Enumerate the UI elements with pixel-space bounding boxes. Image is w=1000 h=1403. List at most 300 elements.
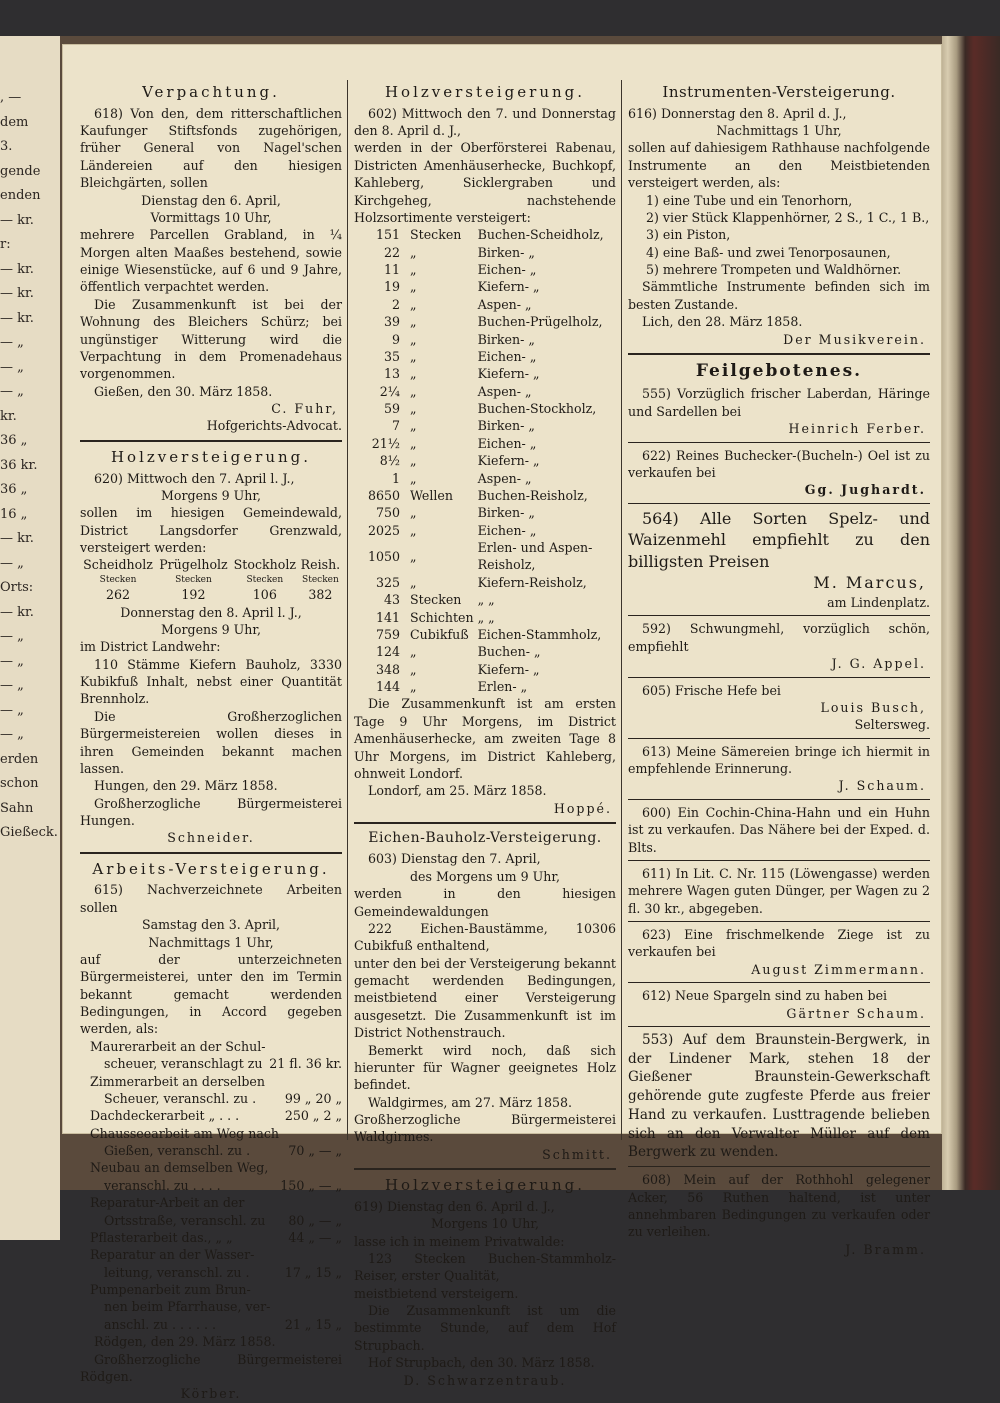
ad-text: werden in der Oberförsterei Rabenau, Districten Amenhäuserhecke, Buchkopf, Kahleberg, Sicklergraben und Kirchgeheg, nachstehende Holzsortimente versteigert: [354,140,616,225]
work-item-label: scheuer, veranschlagt zu [104,1056,263,1072]
left-edge-fragment: , — [0,90,22,105]
wood-table [80,556,342,603]
divider [628,615,930,616]
table-row [354,452,616,469]
ad-text: 592) Schwungmehl, vorzüglich schön, empfiehlt [628,621,930,654]
ad-date: Samstag den 3. April, [141,917,281,933]
table-cell: „ „ [477,609,495,625]
ad-text: 613) Meine Sämereien bringe ich hiermit in empfehlende Erinnerung. [628,743,930,777]
divider [628,860,930,861]
table-cell: Eichen- „ [477,262,537,278]
ad-text: im District Landwehr: [80,639,221,655]
ad-text: 602) Mittwoch den 7. und Donnerstag den 8. April d. J., [354,105,616,139]
heading-eichen-bauholz: Eichen-Bauholz-Versteigerung. [368,830,602,847]
work-item-value: 44 „ — „ [288,1229,342,1245]
table-cell: Eichen- „ [477,522,537,538]
left-edge-fragment: Sahn [0,800,34,816]
table-cell: „ „ [477,592,495,608]
table-row [354,365,616,382]
table-cell: 2025 [367,522,400,538]
table-row [354,400,616,417]
table-row [354,574,616,591]
table-cell: „ [410,661,417,677]
table-row [354,435,616,452]
table-cell: Kiefern- „ [477,661,540,677]
ad-text: 553) Auf dem Braunstein-Bergwerk, in der Lindener Mark, stehen 18 der Gießener Braunstein-Gewerkschaft gehörende gute zugfeste Pferde aus freier Hand zu verkaufen. Lusttragende belieben sich an den Verwalter Müller auf dem Bergwerk zu wenden. [628,1031,930,1161]
table-row [354,661,616,678]
work-item-label: Dachdeckerarbeit „ . . . [90,1108,240,1124]
table-cell: „ [410,348,417,364]
table-cell: „ [410,435,417,451]
left-edge-fragment: kr. [0,408,17,424]
ad-signature: J. Bramm. [845,1241,926,1257]
table-row [354,244,616,261]
ad-text: mehrere Parcellen Grabland, in ¼ Morgen alten Maaßes bestehend, sowie einige Wiesenstücke, auf 6 und 9 Jahre, öffentlich verpachtet werden. [80,227,342,295]
ad-signature: Gg. Jughardt. [804,482,926,498]
ad-text: 615) Nachverzeichnete Arbeiten sollen [80,882,342,915]
table-cell: Aspen- „ [477,470,532,486]
table-cell: „ [410,314,417,330]
work-item-value: 80 „ — „ [288,1212,342,1228]
left-edge-fragment: gende [0,163,41,179]
ad-place: Rödgen, den 29. März 1858. [94,1334,276,1350]
instrument-list [628,192,930,279]
table-row [354,609,616,626]
ad-text: Die Zusammenkunft ist am ersten Tage 9 Uhr Morgens, im District Amenhäuserhecke, am zweiten Tage 8 Uhr Morgens, im District Kahleberg, ohnweit Londorf. [354,696,616,781]
divider [628,982,930,983]
ad-text: Die Großherzoglichen Bürgermeistereien wollen dieses in ihren Gemeinden bekannt machen lassen. [80,708,342,776]
work-item [80,1281,342,1333]
divider [628,799,930,800]
ad-text: 603) Dienstag den 7. April, [368,851,541,867]
wood-sortiment-table [354,226,616,695]
work-item-label: Pumpenarbeit zum Brun- [90,1282,251,1298]
table-cell: „ [410,418,417,434]
ad-text: meistbietend versteigern. [354,1285,519,1301]
table-cell: 1 [391,470,400,486]
left-edge-fragment: — „ [0,727,24,742]
table-cell: 151 [375,227,400,243]
column-1 [80,78,342,1403]
table-header: Prügelholz [159,557,228,573]
table-row [354,522,616,539]
ad-text: 623) Eine frischmelkende Ziege ist zu verkaufen bei [628,927,930,960]
column-rule [347,80,348,1140]
left-edge-fragment: — „ [0,384,24,399]
ad-text: Bemerkt wird noch, daß sich hierunter für Wagner geeignetes Holz befindet. [354,1042,616,1093]
table-cell: 22 [383,244,400,260]
work-item [80,1246,342,1281]
ad-text: 618) Von den, dem ritterschaftlichen Kaufunger Stiftsfonds zugehörigen, früher General von Nagel'schen Ländereien auf den hiesigen Bleichgärten, sollen [80,105,342,191]
left-edge-fragment: Orts: [0,580,34,595]
left-edge-fragment: — „ [0,653,24,669]
ad-time: Nachmittags 1 Uhr, [716,123,842,139]
ad-text: werden in den hiesigen Gemeindewaldungen [354,886,616,919]
ad-signature: Hoppé. [553,800,612,816]
ad-text: 616) Donnerstag den 8. April d. J., [628,105,847,121]
work-item [80,1159,342,1194]
ad-signature: Großherzogliche Bürgermeisterei Hungen. [80,795,342,829]
table-cell: Aspen- „ [477,296,532,312]
table-row [354,348,616,365]
column-2 [354,78,616,1389]
work-item-label: Maurerarbeit an der Schul- [90,1038,266,1054]
work-item [80,1107,342,1124]
work-item-value: 150 „ — „ [280,1177,342,1193]
ad-text: 620) Mittwoch den 7. April l. J., [94,470,295,486]
table-cell: Stecken [410,227,462,243]
table-row [354,591,616,608]
ad-time: Vormittags 10 Uhr, [150,209,272,225]
left-edge-fragment: schon [0,776,39,791]
table-cell: Stecken [410,592,462,608]
ad-signature: Großherzogliche Bürgermeisterei Rödgen. [80,1351,342,1384]
ad-signature: Der Musikverein. [783,331,926,347]
heading-holzversteigerung: Holzversteigerung. [384,1176,586,1195]
table-cell: Buchen-Scheidholz, [477,227,604,243]
table-cell: Birken- „ [477,331,535,347]
table-cell: „ [410,262,417,278]
ad-text: 608) Mein auf der Rothhohl gelegener Acker, 56 Ruthen haltend, ist unter annehmbaren Bedingungen zu verkaufen oder zu verleihen. [628,1172,930,1240]
ad-signature: J. G. Appel. [831,656,926,672]
table-row [354,313,616,330]
heading-verpachtung: Verpachtung. [142,83,280,101]
table-cell: Kiefern- „ [477,366,540,382]
table-row [354,417,616,434]
table-cell: 2¼ [379,383,400,399]
left-edge-fragment: 3. [0,139,13,154]
table-cell: 325 [375,574,400,590]
ad-place: Gießen, den 30. März 1858. [94,383,273,399]
table-cell: Schichten [410,609,474,625]
heading-holzversteigerung: Holzversteigerung. [384,83,586,101]
divider [628,1026,930,1027]
ad-time: Morgens 9 Uhr, [161,487,261,503]
table-row [354,226,616,243]
column-3 [628,78,930,1258]
ad-signature: Großherzogliche Bürgermeisterei Waldgirmes. [354,1112,616,1145]
left-page-edge [0,36,60,1240]
left-edge-fragment: — „ [0,335,24,350]
left-edge-fragment: r: [0,237,11,252]
table-cell: Cubikfuß [410,626,469,642]
work-item-label: Reparatur-Arbeit an der [90,1195,245,1211]
left-edge-fragment: — „ [0,359,24,375]
left-edge-fragment: — kr. [0,604,34,620]
ad-location: Seltersweg. [854,717,930,733]
table-row [354,504,616,521]
table-row [354,626,616,643]
table-cell: 262 [106,587,131,603]
left-edge-fragment: erden [0,751,39,767]
table-cell: 35 [383,348,400,364]
ad-text: Die Zusammenkunft ist bei der Wohnung des Bleichers Schürz; bei ungünstiger Witterung wird die Verpachtung in dem Promenadehaus vorgenommen. [80,296,342,382]
table-row [354,678,616,695]
work-item-label: veranschl. zu . . . . [104,1177,221,1193]
left-edge-fragment: 36 „ [0,433,28,448]
table-cell: „ [410,470,417,486]
divider [628,1166,930,1167]
table-row [354,261,616,278]
ad-signature: Schmitt. [542,1146,612,1162]
table-row [354,643,616,660]
table-row [354,278,616,295]
table-cell: 750 [375,505,400,521]
ad-place: Waldgirmes, am 27. März 1858. [368,1094,573,1110]
table-cell: Eichen-Stammholz, [477,626,602,642]
work-item [80,1038,342,1073]
ad-text: 123 Stecken Buchen-Stammholz-Reiser, erster Qualität, [354,1250,616,1284]
left-edge-fragment: — kr. [0,310,34,326]
ad-place: Hof Strupbach, den 30. März 1858. [368,1355,595,1371]
table-row [354,331,616,348]
divider [628,503,930,504]
table-row [354,383,616,400]
ad-text: unter den bei der Versteigerung bekannt gemacht werdenden Bedingungen, meistbietend einer Versteigerung ausgesetzt. Die Zusammenkunft ist im District Nothenstrauch. [354,955,616,1041]
table-cell: 1050 [367,548,400,564]
newspaper-page [62,44,942,1402]
ad-signature: J. Schaum. [838,778,926,794]
section-divider [354,822,616,824]
work-item-value: 250 „ 2 „ [284,1108,342,1124]
left-edge-fragment: — „ [0,678,24,693]
table-cell: „ [410,244,417,260]
ad-date: Dienstag den 6. April, [141,192,281,208]
ad-signature: Gärtner Schaum. [786,1005,926,1021]
left-edge-fragment: — „ [0,555,24,571]
ad-text: Die Zusammenkunft ist um die bestimmte Stunde, auf dem Hof Strupbach. [354,1303,616,1353]
table-cell: Buchen-Stockholz, [477,401,597,417]
table-cell: 759 [375,626,400,642]
table-cell: „ [410,574,417,590]
table-cell: „ [410,366,417,382]
column-rule [621,80,622,1140]
table-cell: Birken- „ [477,418,535,434]
table-cell: 141 [375,609,400,625]
table-cell: „ [410,331,417,347]
ad-text: auf der unterzeichneten Bürgermeisterei, unter den im Termin bekannt gemacht werdenden Bedingungen, in Accord gegeben werden, als: [80,951,342,1037]
ad-signature: C. Fuhr, [271,401,338,417]
ad-text: 110 Stämme Kiefern Bauholz, 3330 Kubikfuß Inhalt, nebst einer Quantität Brennholz. [80,656,342,707]
left-edge-fragment: — „ [0,629,24,644]
ad-time: Nachmittags 1 Uhr, [148,934,274,950]
left-edge-fragment: enden [0,188,41,203]
work-item-value: 21 fl. 36 kr. [269,1056,342,1072]
ad-place: Londorf, am 25. März 1858. [368,783,547,799]
section-divider [628,353,930,355]
table-cell: 43 [383,592,400,608]
table-row [354,470,616,487]
ad-text: sollen im hiesigen Gemeindewald, District Langsdorfer Grenzwald, versteigert werden: [80,505,342,555]
table-cell: 144 [375,679,400,695]
left-edge-fragment: 16 „ [0,506,28,522]
table-cell: „ [410,505,417,521]
table-row [354,539,616,574]
heading-instrumenten: Instrumenten-Versteigerung. [662,83,896,101]
work-item-value: 99 „ 20 „ [284,1090,342,1106]
table-cell: Erlen- und Aspen-Reisholz, [477,540,593,573]
ad-text: 611) In Lit. C. Nr. 115 (Löwengasse) werden mehrere Wagen guten Dünger, per Wagen zu 2 fl. 30 kr., abgegeben. [628,865,930,916]
left-edge-fragment: — kr. [0,531,34,546]
ad-text: 605) Frische Hefe bei [642,682,781,698]
work-item-label: Reparatur an der Wasser- [90,1247,255,1263]
work-item-label: Pflasterarbeit das., „ „ [90,1229,233,1245]
divider [628,677,930,678]
work-item [80,1125,342,1160]
left-edge-fragment: 36 kr. [0,457,38,473]
ad-signature: Körber. [180,1386,242,1402]
table-cell: Kiefern- „ [477,453,540,469]
table-cell: 192 [181,587,206,603]
divider [628,921,930,922]
ad-place: Lich, den 28. März 1858. [642,314,803,330]
work-item-label: Ortsstraße, veranschl. zu [104,1212,266,1228]
table-header: Reish. [300,557,341,573]
work-item-label: anschl. zu . . . . . . [104,1316,217,1332]
left-edge-fragment: dem [0,114,29,130]
table-cell: „ [410,644,417,660]
table-header: Scheidholz [83,557,153,573]
ad-signature: M. Marcus, [813,573,926,593]
ad-place: Hungen, den 29. März 1858. [94,778,278,794]
ad-text: 612) Neue Spargeln sind zu haben bei [642,988,888,1004]
table-cell: „ [410,679,417,695]
table-cell: Eichen- „ [477,435,537,451]
section-divider [354,1168,616,1170]
table-cell: Eichen- „ [477,348,537,364]
table-unit: Stecken [175,574,212,585]
table-cell: 7 [391,418,400,434]
work-item-label: leitung, veranschl. zu . [104,1264,250,1280]
ad-text: sollen auf dahiesigem Rathhause nachfolgende Instrumente an den Meistbietenden versteigert werden, als: [628,140,930,191]
work-item-label: Scheuer, veranschl. zu . [104,1090,257,1106]
work-item [80,1229,342,1246]
table-cell: 124 [375,644,400,660]
left-edge-fragment: 36 „ [0,482,28,497]
section-divider [80,440,342,442]
left-edge-fragment: — kr. [0,261,34,277]
table-header: Stockholz [233,557,296,573]
table-cell: 21½ [371,435,400,451]
book-binding [942,36,1000,1190]
table-cell: Birken- „ [477,244,535,260]
ad-text: 622) Reines Buchecker-(Bucheln-) Oel ist zu verkaufen bei [628,447,930,480]
table-unit: Stecken [246,574,284,585]
ad-signature: D. Schwarzentraub. [403,1372,567,1388]
table-cell: „ [410,279,417,295]
ad-signature: August Zimmermann. [751,961,926,977]
table-cell: „ [410,383,417,399]
work-item [80,1194,342,1229]
instrument-item: 4) eine Baß- und zwei Tenorposaunen, [646,244,891,260]
table-cell: „ [410,401,417,417]
table-cell: 9 [391,331,400,347]
ad-signature: Heinrich Ferber. [788,421,926,437]
ad-date: Donnerstag den 8. April l. J., [120,604,302,620]
instrument-item: 1) eine Tube und ein Tenorhorn, [646,192,853,208]
section-divider [80,852,342,854]
table-unit: Stecken [302,574,339,585]
table-cell: 382 [308,587,333,603]
ad-text: 555) Vorzüglich frischer Laberdan, Häringe und Sardellen bei [628,386,930,419]
heading-feilgebotenes: Feilgebotenes. [695,360,863,381]
left-edge-fragment: — „ [0,702,24,718]
table-cell: 348 [375,661,400,677]
table-cell: Buchen-Prügelholz, [477,314,603,330]
table-cell: „ [410,548,417,564]
work-item-label: Gießen, veranschl. zu . [104,1143,251,1159]
table-row [354,487,616,504]
ad-time: des Morgens um 9 Uhr, [409,868,560,884]
table-cell: Buchen- „ [477,644,541,660]
work-item-value: 70 „ — „ [288,1143,342,1159]
heading-holzversteigerung: Holzversteigerung. [110,447,312,466]
table-unit: Stecken [99,574,137,585]
divider [628,442,930,443]
left-edge-fragment: Gießeck. [0,825,58,840]
table-cell: Wellen [410,487,453,503]
table-cell: 59 [383,401,400,417]
table-cell: Kiefern-Reisholz, [477,574,587,590]
work-item-label: nen beim Pfarrhause, ver- [104,1299,271,1315]
table-cell: Buchen-Reisholz, [477,487,588,503]
ad-text: Sämmtliche Instrumente befinden sich im besten Zustande. [628,279,930,312]
work-item-value: 21 „ 15 „ [284,1316,342,1332]
table-cell: Kiefern- „ [477,279,540,295]
left-edge-fragment: — kr. [0,286,34,301]
ad-text: 600) Ein Cochin-China-Hahn und ein Huhn ist zu verkaufen. Das Nähere bei der Exped. d. Blts. [628,804,930,855]
divider [628,738,930,739]
work-item-label: Neubau an demselben Weg, [90,1160,269,1176]
table-cell: „ [410,522,417,538]
table-cell: Aspen- „ [477,383,532,399]
ad-signature: Schneider. [167,830,255,846]
table-cell: 8½ [379,453,400,469]
ad-text: 222 Eichen-Baustämme, 10306 Cubikfuß enthaltend, [354,920,616,954]
ad-signature: Louis Busch, [820,699,926,715]
table-cell: 19 [383,279,400,295]
table-cell: Birken- „ [477,505,535,521]
table-cell: 11 [383,262,400,278]
table-row [354,296,616,313]
left-edge-fragment: — kr. [0,212,34,228]
ad-time: Morgens 9 Uhr, [161,621,261,637]
table-cell: 2 [391,296,400,312]
ad-location: am Lindenplatz. [827,595,930,611]
work-item-label: Chausseearbeit am Weg nach [90,1125,280,1141]
ad-time: Morgens 10 Uhr, [431,1216,539,1232]
table-cell: Erlen- „ [477,679,528,695]
instrument-item: 5) mehrere Trompeten und Waldhörner. [646,262,902,278]
ad-text: 564) Alle Sorten Spelz- und Waizenmehl empfiehlt zu den billigsten Preisen [628,508,930,571]
instrument-item: 3) ein Piston, [646,227,731,243]
table-cell: 13 [383,366,400,382]
table-cell: 106 [252,587,277,603]
heading-arbeits-versteigerung: Arbeits-Versteigerung. [92,859,330,878]
work-items-list [80,1038,342,1333]
ad-text: 619) Dienstag den 6. April d. J., [354,1198,555,1214]
instrument-item: 2) vier Stück Klappenhörner, 2 S., 1 C., 1 B., [646,209,930,225]
work-item [80,1073,342,1108]
table-cell: 8650 [367,487,400,503]
table-cell: „ [410,296,417,312]
table-cell: „ [410,453,417,469]
ad-signature: Hofgerichts-Advocat. [206,418,342,434]
table-cell: 39 [383,314,400,330]
work-item-value: 17 „ 15 „ [284,1264,342,1280]
ad-text: lasse ich in meinem Privatwalde: [354,1233,565,1249]
work-item-label: Zimmerarbeit an derselben [90,1073,265,1089]
